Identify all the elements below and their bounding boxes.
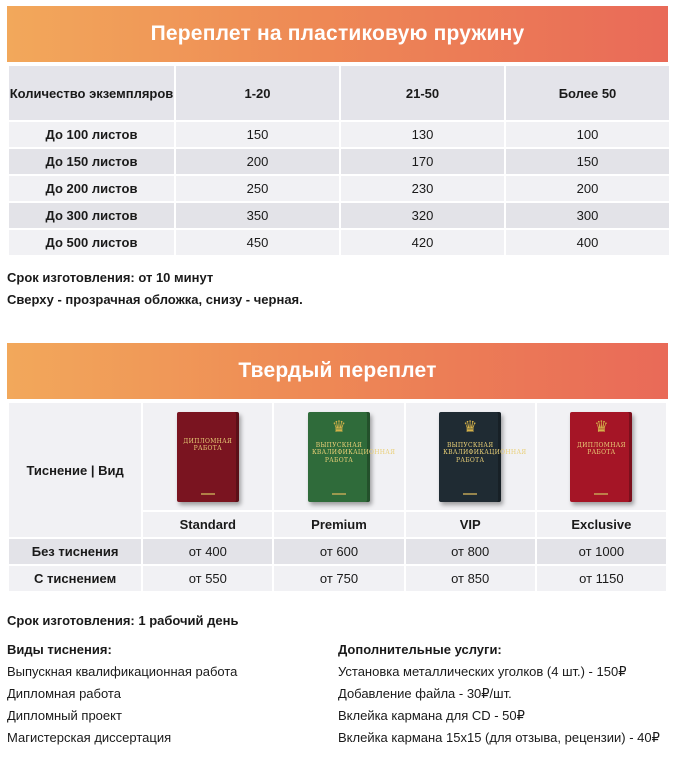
row-label: До 200 листов	[8, 175, 175, 202]
price-cell: от 800	[405, 538, 536, 565]
cover-cell	[405, 402, 536, 511]
column-header: 1-20	[175, 65, 340, 121]
price-cell: 230	[340, 175, 505, 202]
price-cell: от 600	[273, 538, 404, 565]
row-label: До 300 листов	[8, 202, 175, 229]
corner-header: Количество экземпляров	[8, 65, 175, 121]
hard-binding-title: Твердый переплет	[7, 343, 668, 399]
hard-lead-time: Срок изготовления: 1 рабочий день	[7, 613, 239, 628]
list-item: Вклейка кармана 15х15 (для отзыва, рецензии) - 40₽	[338, 730, 660, 745]
standard-cover-image	[177, 412, 239, 502]
table-row	[8, 229, 670, 256]
table-header-row	[8, 65, 670, 121]
price-cell: 320	[340, 202, 505, 229]
price-cell: от 850	[405, 565, 536, 592]
list-item: Установка металлических уголков (4 шт.) - 150₽	[338, 664, 627, 679]
row-label: До 100 листов	[8, 121, 175, 148]
corner-header: Тиснение | Вид	[8, 402, 142, 538]
list-item: Магистерская диссертация	[7, 730, 172, 745]
price-cell: 400	[505, 229, 670, 256]
cover-name: Standard	[142, 511, 273, 538]
price-cell: 100	[505, 121, 670, 148]
vip-cover-image	[439, 412, 527, 502]
spiral-binding-title: Переплет на пластиковую пружину	[7, 6, 668, 62]
price-cell: 450	[175, 229, 340, 256]
list-item: Дипломный проект	[7, 708, 122, 723]
cover-text: ВЫПУСКНАЯ КВАЛИФИКАЦИОННАЯ РАБОТА	[311, 441, 396, 464]
price-cell: 130	[340, 121, 505, 148]
price-cell: от 1150	[536, 565, 667, 592]
table-row	[8, 565, 667, 592]
list-item: Дипломная работа	[7, 686, 121, 701]
price-cell: от 750	[273, 565, 404, 592]
premium-cover-image	[308, 412, 396, 502]
price-cell: от 1000	[536, 538, 667, 565]
cover-name: Premium	[273, 511, 404, 538]
price-cell: 150	[505, 148, 670, 175]
cover-text: ВЫПУСКНАЯ КВАЛИФИКАЦИОННАЯ РАБОТА	[443, 441, 527, 464]
embossing-heading: Виды тиснения:	[7, 642, 112, 657]
price-cell: 300	[505, 202, 670, 229]
price-cell: 150	[175, 121, 340, 148]
extras-heading: Дополнительные услуги:	[338, 642, 502, 657]
spiral-lead-time: Срок изготовления: от 10 минут	[7, 270, 214, 285]
price-cell: 350	[175, 202, 340, 229]
price-cell: от 550	[142, 565, 273, 592]
price-cell: 200	[175, 148, 340, 175]
cover-cell	[142, 402, 273, 511]
price-cell: 170	[340, 148, 505, 175]
price-cell: от 400	[142, 538, 273, 565]
table-row	[8, 202, 670, 229]
cover-text: ДИПЛОМНАЯ РАБОТА	[183, 437, 233, 452]
eagle-emblem-icon: ♛	[463, 418, 478, 436]
cover-text: ДИПЛОМНАЯ РАБОТА	[577, 441, 626, 456]
row-label: До 500 листов	[8, 229, 175, 256]
cover-images-row	[8, 402, 667, 511]
table-row	[8, 175, 670, 202]
eagle-emblem-icon: ♛	[594, 418, 609, 436]
table-row	[8, 148, 670, 175]
cover-cell	[536, 402, 667, 511]
list-item: Выпускная квалификационная работа	[7, 664, 238, 679]
list-item: Вклейка кармана для CD - 50₽	[338, 708, 525, 723]
exclusive-cover-image	[570, 412, 632, 502]
hard-price-table	[7, 401, 668, 593]
column-header: Более 50	[505, 65, 670, 121]
spiral-price-table	[7, 64, 671, 257]
spiral-cover-note: Сверху - прозрачная обложка, снизу - черная.	[7, 292, 303, 307]
list-item: Добавление файла - 30₽/шт.	[338, 686, 512, 701]
cover-cell	[273, 402, 404, 511]
eagle-emblem-icon: ♛	[331, 418, 347, 436]
table-row	[8, 538, 667, 565]
row-label: Без тиснения	[8, 538, 142, 565]
column-header: 21-50	[340, 65, 505, 121]
table-row	[8, 121, 670, 148]
cover-name: Exclusive	[536, 511, 667, 538]
price-cell: 250	[175, 175, 340, 202]
price-cell: 420	[340, 229, 505, 256]
row-label: До 150 листов	[8, 148, 175, 175]
cover-name: VIP	[405, 511, 536, 538]
row-label: С тиснением	[8, 565, 142, 592]
price-cell: 200	[505, 175, 670, 202]
